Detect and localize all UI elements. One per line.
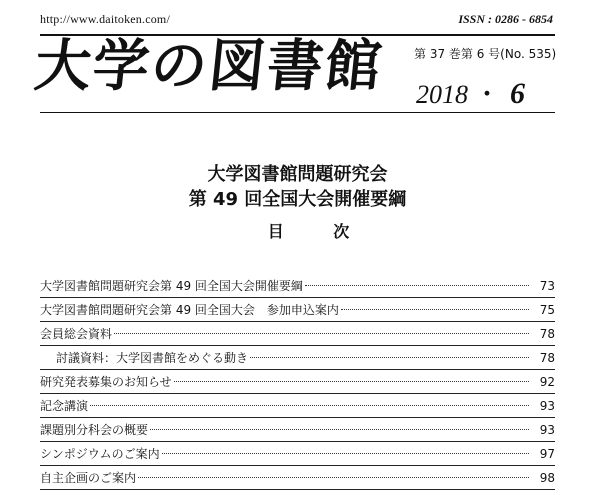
site-url[interactable]: http://www.daitoken.com/ <box>40 12 171 26</box>
volume-info: 第 37 巻第 6 号(No. 535) <box>414 47 557 61</box>
toc-item-title: 討議資料：大学図書館をめぐる動き <box>56 351 249 365</box>
toc-item-title: 大学図書館問題研究会第 49 回全国大会開催要綱 <box>40 279 303 293</box>
toc-item-page: 73 <box>539 278 555 293</box>
toc-item-page: 93 <box>539 398 555 413</box>
toc-item[interactable] <box>40 346 555 370</box>
toc-item-page: 78 <box>539 350 555 365</box>
toc-item-page: 97 <box>539 446 555 461</box>
toc-item-page: 98 <box>539 470 555 485</box>
contents-heading: 目 次 <box>267 222 372 241</box>
toc-item-title: 会員総会資料 <box>40 327 113 341</box>
toc-item-title: シンポジウムのご案内 <box>40 447 160 461</box>
toc-leader-dots <box>174 381 529 382</box>
toc-item[interactable] <box>40 394 555 418</box>
issue-date <box>416 74 525 111</box>
toc-leader-dots <box>90 405 529 406</box>
journal-title: 大学の図書館 <box>31 33 387 99</box>
toc-item-page: 93 <box>539 422 555 437</box>
toc-item-title: 課題別分科会の概要 <box>40 423 149 437</box>
toc-item-title: 大学図書館問題研究会第 49 回全国大会 参加申込案内 <box>40 303 339 317</box>
table-of-contents <box>40 274 555 490</box>
toc-leader-dots <box>114 333 529 334</box>
issue-separator: ・ <box>474 80 501 109</box>
toc-leader-dots <box>305 285 529 286</box>
toc-item-title: 自主企画のご案内 <box>40 471 137 485</box>
toc-item-page: 75 <box>539 302 555 317</box>
toc-item[interactable] <box>40 322 555 346</box>
feature-title-line2: 第 49 回全国大会開催要綱 <box>188 189 407 210</box>
feature-title-line1: 大学図書館問題研究会 <box>207 164 388 185</box>
toc-item[interactable] <box>40 418 555 442</box>
toc-item[interactable] <box>40 442 555 466</box>
toc-leader-dots <box>162 453 529 454</box>
toc-leader-dots <box>150 429 529 430</box>
issue-month: 6 <box>510 77 526 110</box>
toc-leader-dots <box>138 477 529 478</box>
toc-leader-dots <box>341 309 529 310</box>
toc-item-title: 記念講演 <box>40 399 89 413</box>
toc-item[interactable] <box>40 370 555 394</box>
issn-number: ISSN : 0286 - 6854 <box>458 12 553 26</box>
toc-item-page: 78 <box>539 326 555 341</box>
toc-item[interactable] <box>40 274 555 298</box>
toc-item-page: 92 <box>539 374 555 389</box>
toc-item[interactable] <box>40 298 555 322</box>
toc-leader-dots <box>250 357 529 358</box>
issue-year: 2018 <box>416 80 468 109</box>
toc-item[interactable] <box>40 466 555 490</box>
toc-item-title: 研究発表募集のお知らせ <box>40 375 172 389</box>
header-bottom-rule <box>40 112 555 113</box>
